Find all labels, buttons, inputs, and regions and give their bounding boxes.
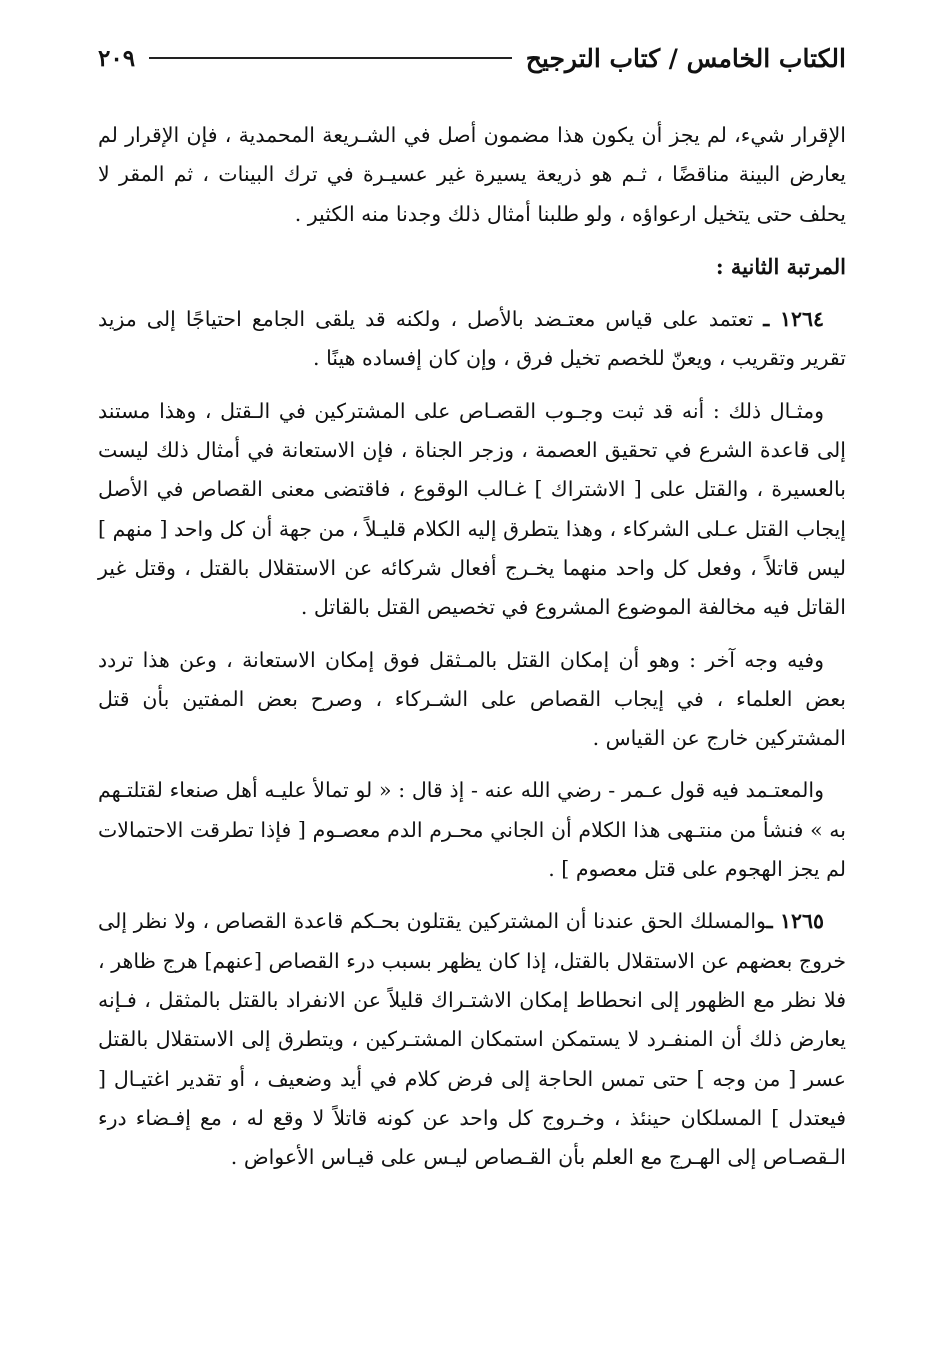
header-rule — [149, 57, 512, 59]
paragraph-text: والمسلك الحق عندنا أن المشتركين يقتلون بحـكم قاعدة القصاص ، ولا نظر إلى خروج بعضهم عن الاستقلال بالقتل، إذا كان يظهر بسبب درء القصاص [عنهم] هرج ظاهر ، فلا نظر مع الظهور إلى انحطاط إمكان الاشتـراك قليلاً عن الانفراد بالقتل بالمثقل ، فـإنه يعارض ذلك أن المنفـرد لا يستمكن استمكان المشتـركين ، ويتطرق إلى الاستقلال بالقتل عسر [ من وجه ] حتى تمس الحاجة إلى فرض كلام في أيد وضعيف ، أو تقدير اغتيـال [ فيعتدل ] المسلكان حينئذ ، وخـروج كل واحد عن كونه قاتلاً لا وقع له ، مع إفـضاء درء الـقصـاص إلى الهـرج مع العلم بأن القـصاص ليـس على قيـاس الأعواض . — [98, 909, 846, 1170]
paragraph-number: ١٢٦٥ ـ — [766, 909, 825, 934]
paragraph-text: تعتمد على قياس معتـضد بالأصل ، ولكنه قد يلقى الجامع احتياجًا إلى مزيد تقرير وتقريب ، ويعنّ للخصم تخيل فرق ، وإن كان إفساده هينًا . — [98, 307, 846, 371]
paragraph-1265 — [98, 902, 846, 1177]
section-heading: المرتبة الثانية : — [715, 253, 846, 279]
paragraph-continuation: الإقرار شيء، لم يجز أن يكون هذا مضمون أصل في الشـريعة المحمدية ، فإن الإقرار لم يعارض البينة مناقضًا ، ثـم هو ذريعة يسيرة غير عسيـرة في ترك البينات ، ثم المقر لا يحلف حتى يتخيل ارعواؤه ، ولو طلبنا أمثال ذلك وجدنا منه الكثير . — [98, 123, 846, 226]
header-title: الكتاب الخامس / كتاب الترجيح — [525, 43, 846, 73]
paragraph-example: ومثـال ذلك : أنه قد ثبت وجـوب القصـاص على المشتركين في الـقتل ، وهذا مستند إلى قاعدة الشرع في تحقيق العصمة ، وزجر الجناة ، فإن الاستعانة في أمثال ذلك ليست بالعسيرة ، والقتل على [ الاشتراك ] غـالب الوقوع ، فاقتضى معنى القصاص في الأصل إيجاب القتل عـلى الشركاء ، وهذا يتطرق إليه الكلام قليـلاً ، من جهة أن كل واحد [ منهم ] ليس قاتلاً ، وفعل كل واحد منهما يخـرج أفعال شركائه عن الاستقلال بالقتل ، وقتل غير القاتل فيه مخالفة الموضوع المشروع في تخصيص القتل بالقاتل . — [98, 398, 846, 620]
paragraph-another-aspect: وفيه وجه آخر : وهو أن إمكان القتل بالمـثقل فوق إمكان الاستعانة ، وعن هذا تردد بعض العلماء ، في إيجاب القصاص على الشـركاء ، وصرح بعض المفتين بأن قتل المشتركين خارج عن القياس . — [98, 647, 846, 751]
page-number: ٢٠٩ — [98, 44, 136, 72]
running-header — [98, 38, 846, 78]
paragraph-umar-quote: والمعتـمد فيه قول عـمر - رضي الله عنه - إذ قال : « لو تمالأ عليـه أهل صنعاء لقتلتـهم به » فنشأ من منتـهى هذا الكلام أن الجاني محـرم الدم معصـوم [ فإذا تطرقت الاحتمالات لم يجز الهجوم على قتل معصوم ] . — [98, 778, 846, 882]
paragraph-1264 — [98, 300, 846, 379]
paragraph-number: ١٢٦٤ ـ — [763, 307, 824, 332]
page-body — [98, 116, 846, 1190]
